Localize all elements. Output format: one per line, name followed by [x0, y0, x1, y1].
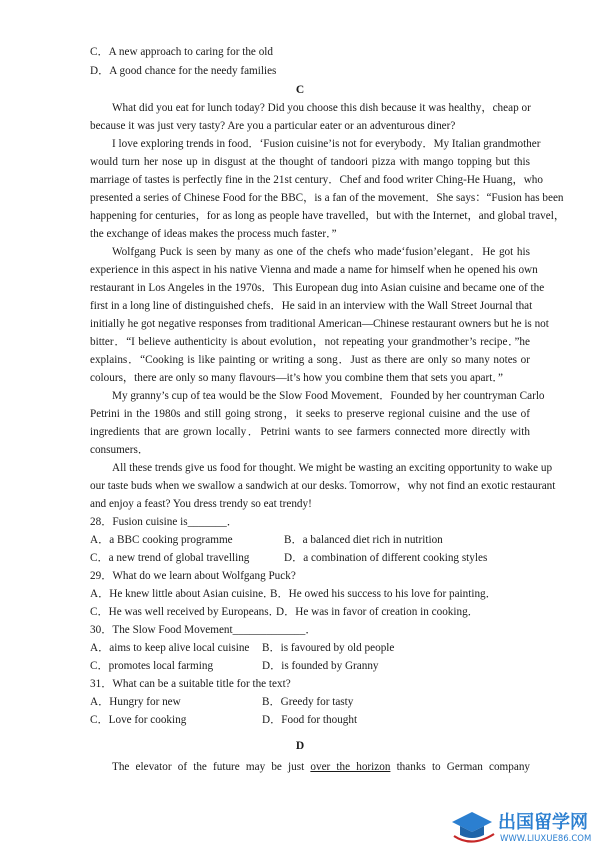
c-p4-line3: ingredients that are grown locally．Petrini wants to see farmers connected more directly with [90, 426, 530, 438]
c-p4-line4: consumers． [90, 444, 150, 456]
question-28-option-b: B．a balanced diet rich in nutrition [284, 534, 443, 546]
c-p2-line5: happening for centuries，for as long as people have travelled，but with the Internet，and global travel， [90, 210, 566, 222]
question-31-option-b: B．Greedy for tasty [262, 696, 354, 708]
question-31-stem: 31．What can be a suitable title for the text? [90, 678, 291, 690]
question-29-option-c: C．He was well received by Europeans． [90, 606, 280, 618]
c-p2-line3: marriage of tastes is perfectly fine in the 21st century．Chef and food writer Ching-He Huang，who [90, 174, 543, 186]
c-p2-line2: would turn her nose up in disgust at the thought of tandoori pizza with mango topping but this [90, 156, 530, 168]
d-p1-start: The elevator of the future may be just [112, 761, 311, 773]
question-30-stem: 30．The Slow Food Movement_____________． [90, 624, 317, 636]
c-p3-line2: experience in this aspect in his native Vienna and made a name for himself when he opened his own [90, 264, 538, 276]
question-29-option-a: A．He knew little about Asian cuisine． [90, 588, 275, 600]
d-p1-end: thanks to German company [390, 761, 531, 773]
watermark-logo [450, 808, 598, 846]
watermark-graphic [450, 808, 598, 846]
d-p1-line1 [112, 760, 530, 774]
d-p1-underlined: over the horizon [310, 761, 391, 773]
c-p5-line2: our taste buds when we swallow a sandwich at our desks. Tomorrow，why not find an exotic restaurant [90, 480, 556, 492]
option-c-top: C．A new approach to caring for the old [90, 46, 273, 58]
c-p1-line1: What did you eat for lunch today? Did you choose this dish because it was healthy，cheap or [112, 102, 531, 114]
question-31-option-c: C．Love for cooking [90, 714, 187, 726]
c-p3-line4: first in a long line of distinguished chefs．He said in an interview with the Wall Street Journal that [90, 300, 533, 312]
question-28-option-d: D．a combination of different cooking styles [284, 552, 488, 564]
section-d-heading: D [295, 740, 305, 752]
question-28-option-c: C．a new trend of global travelling [90, 552, 250, 564]
question-30-option-a: A．aims to keep alive local cuisine [90, 642, 250, 654]
c-p4-line2: Petrini in the 1980s and still going strong，it seeks to preserve regional cuisine and the use of [90, 408, 530, 420]
c-p3-line8: colours，there are only so many flavours—it’s how you combine them that sets you apart．” [90, 372, 503, 384]
c-p1-line2: because it was just very tasty? Are you a particular eater or an adventurous diner? [90, 120, 456, 132]
c-p4-line1: My granny’s cup of tea would be the Slow Food Movement．Founded by her countryman Carlo [112, 390, 545, 402]
question-31-option-a: A．Hungry for new [90, 696, 181, 708]
watermark-title: 出国留学网 [498, 812, 588, 833]
c-p3-line5: initially he got negative responses from traditional American—Chinese restaurant owners but he is not [90, 318, 549, 330]
c-p3-line3: restaurant in Los Angeles in the 1970s．This European dug into Asian cuisine and became one of the [90, 282, 545, 294]
question-30-option-d: D．is founded by Granny [262, 660, 379, 672]
c-p5-line3: and enjoy a feast? You dress trendy so eat trendy! [90, 498, 312, 510]
cap-icon [452, 812, 494, 842]
question-29-option-b: B．He owed his success to his love for painting． [270, 588, 497, 600]
question-28-stem: 28．Fusion cuisine is_______． [90, 516, 238, 528]
question-30-option-c: C．promotes local farming [90, 660, 214, 672]
c-p5-line1: All these trends give us food for thought. We might be wasting an exciting opportunity to wake up [112, 462, 553, 474]
question-31-option-d: D．Food for thought [262, 714, 358, 726]
c-p3-line6: bitter．“I believe authenticity is about evolution，not repeating your grandmother’s recipe．”he [90, 336, 530, 348]
c-p3-line1: Wolfgang Puck is seen by many as one of the chefs who made‘fusion’elegant．He got his [112, 246, 530, 258]
question-28-option-a: A．a BBC cooking programme [90, 534, 233, 546]
c-p2-line6: the exchange of ideas makes the process much faster．” [90, 228, 337, 240]
c-p2-line1: I love exploring trends in food．‘Fusion cuisine’is not for everybody．My Italian grandmother [112, 138, 541, 150]
section-c-heading: C [295, 84, 305, 96]
c-p2-line4: presented a series of Chinese Food for the BBC，is a fan of the movement．She says：“Fusion has been [90, 192, 564, 204]
question-29-stem: 29．What do we learn about Wolfgang Puck? [90, 570, 296, 582]
question-30-option-b: B．is favoured by old people [262, 642, 395, 654]
c-p3-line7: explains．“Cooking is like painting or writing a song．Just as there are only so many notes or [90, 354, 530, 366]
watermark-url: WWW.LIUXUE86.COM [500, 834, 592, 844]
question-29-option-d: D．He was in favor of creation in cooking． [276, 606, 479, 618]
option-d-top: D．A good chance for the needy families [90, 65, 277, 77]
